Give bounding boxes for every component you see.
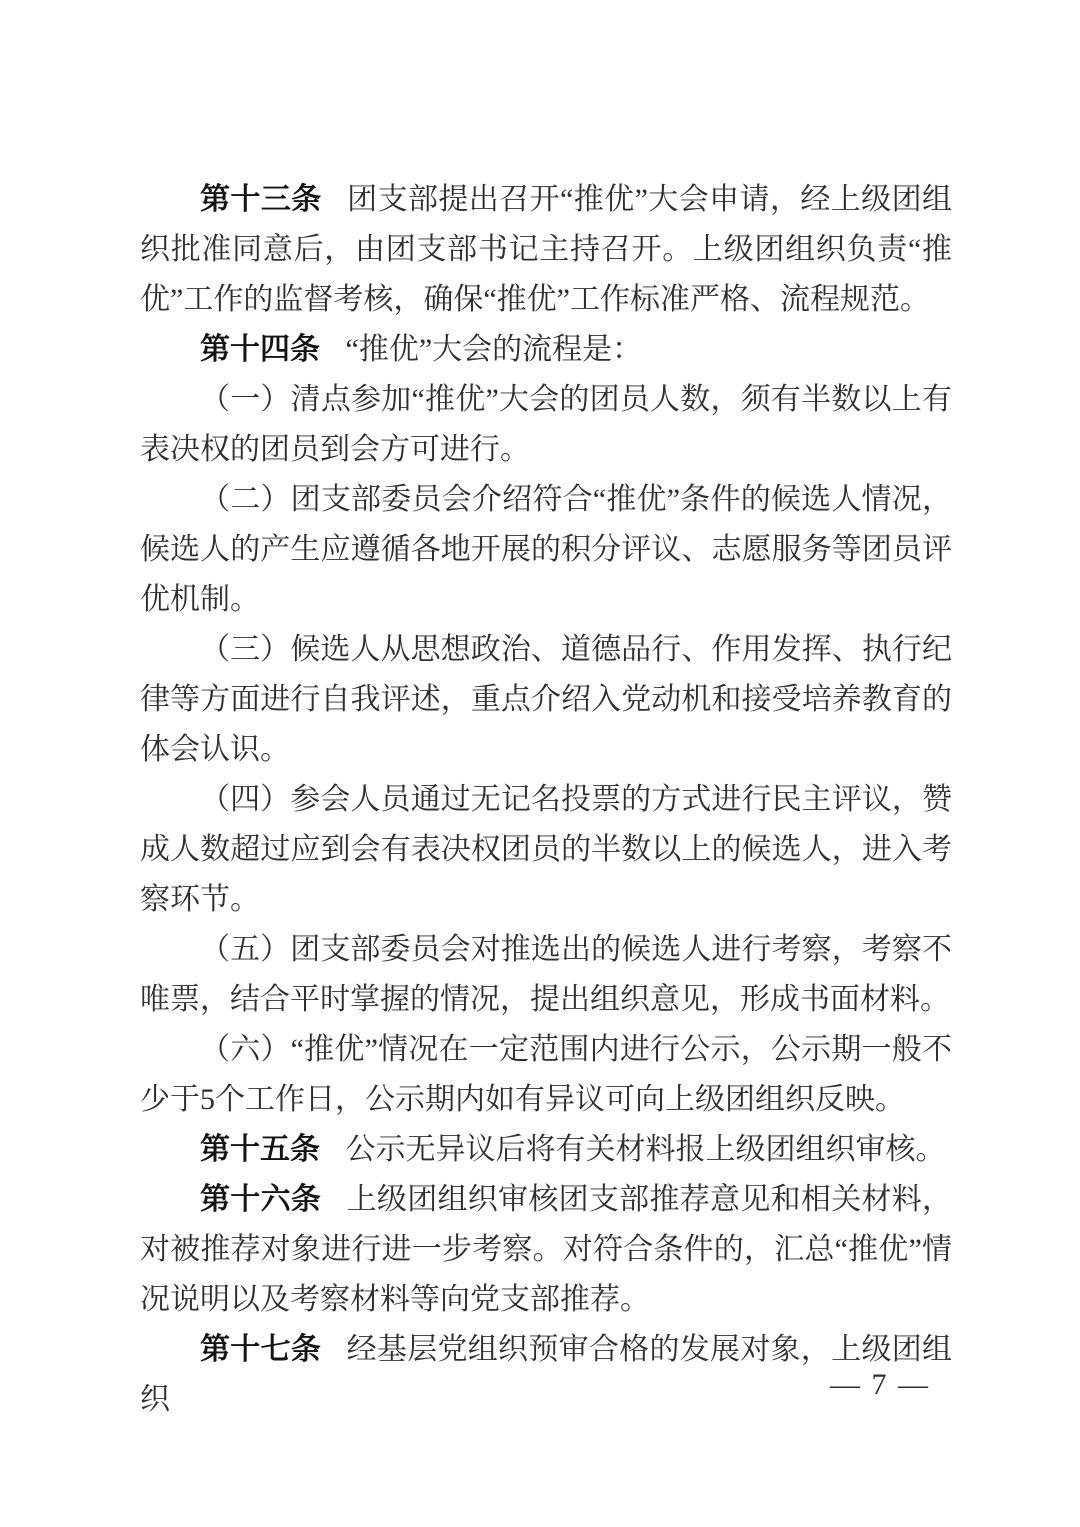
list-item-text: （四）参会人员通过无记名投票的方式进行民主评议，赞成人数超过应到会有表决权团员的半数以上的候选人，进入考察环节。 <box>140 783 952 916</box>
article-number: 第十五条 <box>200 1133 320 1166</box>
paragraph-article-15 <box>140 1125 952 1175</box>
article-text: 经基层党组织预审合格的发展对象，上级团组织 <box>140 1333 953 1416</box>
page-number: — 7 — <box>830 1368 930 1401</box>
list-item-1 <box>140 375 952 475</box>
article-number: 第十六条 <box>200 1183 322 1216</box>
article-text: 团支部提出召开“推优”大会申请，经上级团组织批准同意后，由团支部书记主持召开。上级团组织负责“推优”工作的监督考核，确保“推优”工作标准严格、流程规范。 <box>140 183 953 316</box>
list-item-text: （一）清点参加“推优”大会的团员人数，须有半数以上有表决权的团员到会方可进行。 <box>140 383 952 466</box>
list-item-text: （六）“推优”情况在一定范围内进行公示，公示期一般不少于5个工作日，公示期内如有异议可向上级团组织反映。 <box>140 1033 952 1116</box>
list-item-6 <box>140 1025 952 1125</box>
list-item-text: （二）团支部委员会介绍符合“推优”条件的候选人情况，候选人的产生应遵循各地开展的积分评议、志愿服务等团员评优机制。 <box>140 483 952 616</box>
list-item-2 <box>140 475 952 625</box>
paragraph-article-13 <box>140 175 952 325</box>
list-item-5 <box>140 925 952 1025</box>
list-item-text: （五）团支部委员会对推选出的候选人进行考察，考察不唯票，结合平时掌握的情况，提出组织意见，形成书面材料。 <box>140 933 952 1016</box>
article-number: 第十四条 <box>200 333 320 366</box>
article-text: “推优”大会的流程是： <box>345 333 643 366</box>
article-number: 第十三条 <box>200 183 322 216</box>
document-body <box>140 175 952 1425</box>
article-text: 上级团组织审核团支部推荐意见和相关材料，对被推荐对象进行进一步考察。对符合条件的，汇总“推优”情况说明以及考察材料等向党支部推荐。 <box>140 1183 953 1316</box>
list-item-text: （三）候选人从思想政治、道德品行、作用发挥、执行纪律等方面进行自我评述，重点介绍入党动机和接受培养教育的体会认识。 <box>140 633 952 766</box>
list-item-4 <box>140 775 952 925</box>
article-number: 第十七条 <box>200 1333 322 1366</box>
article-text: 公示无异议后将有关材料报上级团组织审核。 <box>345 1133 946 1166</box>
paragraph-article-16 <box>140 1175 952 1325</box>
list-item-3 <box>140 625 952 775</box>
paragraph-article-14 <box>140 325 952 375</box>
